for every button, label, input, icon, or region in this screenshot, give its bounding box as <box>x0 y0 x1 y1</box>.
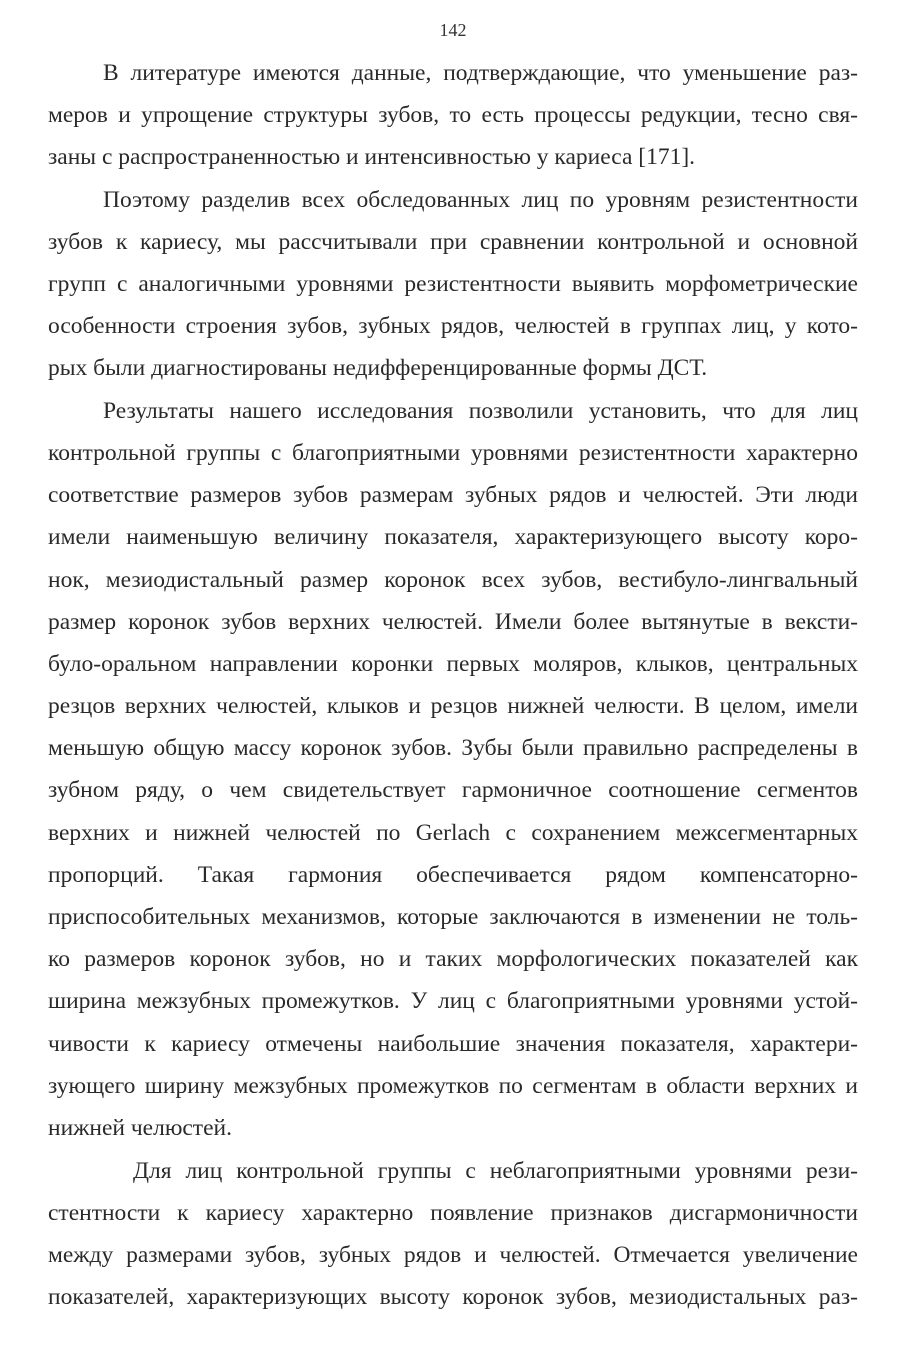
paragraph-3-line-10: зубном ряду, о чем свидетельствует гармоничное соотношение сегментов <box>48 777 858 803</box>
paragraph-3-line-15: ширина межзубных промежутков. У лиц с благоприятными уровнями устой- <box>48 988 858 1014</box>
paragraph-3-line-17: зующего ширину межзубных промежутков по сегментам в области верхних и <box>48 1073 858 1099</box>
paragraph-3-line-1: Результаты нашего исследования позволили установить, что для лиц <box>103 398 858 424</box>
paragraph-1-line-2: меров и упрощение структуры зубов, то есть процессы редукции, тесно свя- <box>48 102 858 128</box>
paragraph-3-line-18: нижней челюстей. <box>48 1115 232 1141</box>
paragraph-4-line-4: показателей, характеризующих высоту коронок зубов, мезиодистальных раз- <box>48 1284 858 1310</box>
paragraph-3-line-5: нок, мезиодистальный размер коронок всех зубов, вестибуло-лингвальный <box>48 567 858 593</box>
paragraph-2-line-5: рых были диагностированы недифференцированные формы ДСТ. <box>48 355 708 381</box>
paragraph-4-line-1: Для лиц контрольной группы с неблагоприятными уровнями рези- <box>133 1158 858 1184</box>
paragraph-2-line-3: групп с аналогичными уровнями резистентности выявить морфометрические <box>48 271 858 297</box>
paragraph-3-line-4: имели наименьшую величину показателя, характеризующего высоту коро- <box>48 524 858 550</box>
paragraph-4-line-3: между размерами зубов, зубных рядов и челюстей. Отмечается увеличение <box>48 1242 858 1268</box>
page-number: 142 <box>439 20 467 40</box>
paragraph-3-line-14: ко размеров коронок зубов, но и таких морфологических показателей как <box>48 946 858 972</box>
paragraph-1-line-1: В литературе имеются данные, подтверждающие, что уменьшение раз- <box>103 60 858 86</box>
paragraph-3-line-13: приспособительных механизмов, которые заключаются в изменении не толь- <box>48 904 858 930</box>
paragraph-3-line-6: размер коронок зубов верхних челюстей. Имели более вытянутые в вексти- <box>48 609 858 635</box>
paragraph-2-line-2: зубов к кариесу, мы рассчитывали при сравнении контрольной и основной <box>48 229 858 255</box>
paragraph-4-line-2: стентности к кариесу характерно появление признаков дисгармоничности <box>48 1200 858 1226</box>
paragraph-3-line-9: меньшую общую массу коронок зубов. Зубы были правильно распределены в <box>48 735 858 761</box>
paragraph-3-line-11: верхних и нижней челюстей по Gerlach с сохранением межсегментарных <box>48 820 858 846</box>
paragraph-2-line-1: Поэтому разделив всех обследованных лиц по уровням резистентности <box>103 187 858 213</box>
paragraph-3-line-2: контрольной группы с благоприятными уровнями резистентности характерно <box>48 440 858 466</box>
paragraph-2-line-4: особенности строения зубов, зубных рядов, челюстей в группах лиц, у кото- <box>48 313 858 339</box>
paragraph-1-line-3: заны с распространенностью и интенсивностью у кариеса [171]. <box>48 144 696 170</box>
paragraph-3-line-8: резцов верхних челюстей, клыков и резцов нижней челюсти. В целом, имели <box>48 693 858 719</box>
paragraph-3-line-7: було-оральном направлении коронки первых моляров, клыков, центральных <box>48 651 858 677</box>
paragraph-3-line-3: соответствие размеров зубов размерам зубных рядов и челюстей. Эти люди <box>48 482 858 508</box>
paragraph-3-line-16: чивости к кариесу отмечены наибольшие значения показателя, характери- <box>48 1031 858 1057</box>
paragraph-3-line-12: пропорций. Такая гармония обеспечивается рядом компенсаторно- <box>48 862 858 888</box>
